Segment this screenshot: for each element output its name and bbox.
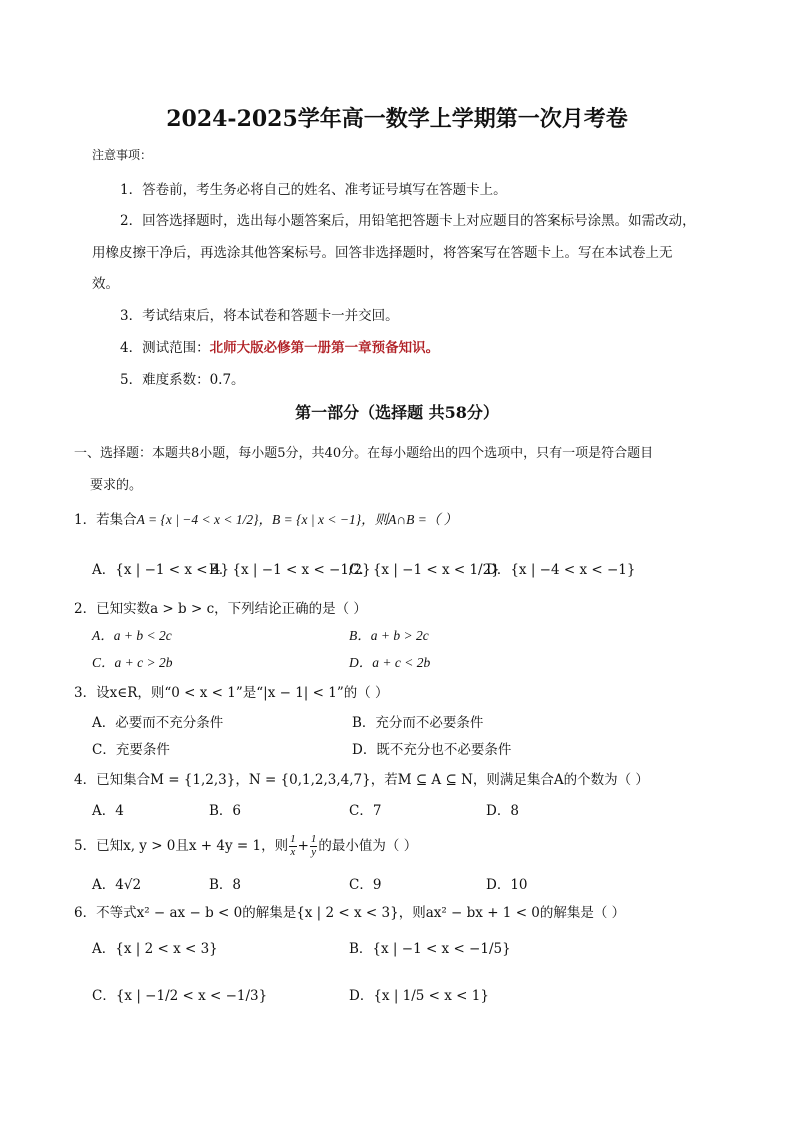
q4-option-a: A．4 xyxy=(92,803,124,819)
q3-option-d: D．既不充分也不必要条件 xyxy=(352,742,512,758)
q2-option-d: D．a + c < 2b xyxy=(349,655,431,670)
q6-option-a: A．{x | 2 < x < 3} xyxy=(92,941,218,957)
q4-option-d: D．8 xyxy=(486,803,519,819)
q1-option-c: C．{x | −1 < x < 1/2} xyxy=(349,562,500,578)
q3-stem: 3．设x∈R，则“0 < x < 1”是“|x − 1| < 1”的（ ） xyxy=(74,685,389,701)
q6-stem: 6．不等式x² − ax − b < 0的解集是{x | 2 < x < 3}，则ax² − bx + 1 < 0的解集是（ ） xyxy=(74,905,626,921)
q6-option-d: D．{x | 1/5 < x < 1} xyxy=(349,988,489,1004)
q1-option-b: B．{x | −1 < x < −1/2} xyxy=(209,562,371,578)
page-title: 2024-2025学年高一数学上学期第一次月考卷 xyxy=(166,106,628,132)
note-2-line-2: 用橡皮擦干净后，再选涂其他答案标号。回答非选择题时，将答案写在答题卡上。写在本试卷上无 xyxy=(92,245,673,261)
q4-option-b: B．6 xyxy=(209,803,242,819)
q1-stem-prefix: 1．若集合 xyxy=(74,512,137,528)
q6-option-c: C．{x | −1/2 < x < −1/3} xyxy=(92,988,268,1004)
q5-option-b: B．8 xyxy=(209,877,242,893)
section-title: 第一部分（选择题 共58分） xyxy=(295,403,499,422)
section-intro-line-1: 一、选择题：本题共8小题，每小题5分，共40分。在每小题给出的四个选项中，只有一项是符合题目 xyxy=(74,446,654,461)
note-4 xyxy=(120,336,439,356)
q5-stem-prefix: 5．已知x, y > 0且x + 4y = 1，则 xyxy=(74,838,289,854)
q1-set-b: ，B = {x | x < −1}，则A∩B =（ ） xyxy=(258,512,458,527)
q5-option-a: A．4√2 xyxy=(92,877,142,893)
note-2-line-1: 2．回答选择题时，选出每小题答案后，用铅笔把答题卡上对应题目的答案标号涂黑。如需改动， xyxy=(120,213,696,229)
q1-stem xyxy=(74,508,457,528)
q5-stem-suffix: 的最小值为（ ） xyxy=(318,838,418,854)
q2-option-a: A．a + b < 2c xyxy=(92,628,172,643)
q5-stem: 5．已知x, y > 0且x + 4y = 1，则 $\frac{1}{x}$ + $\frac{1}{y}$ 的最小值为（ ） xyxy=(74,833,418,858)
q5-option-d: D．10 xyxy=(486,877,528,893)
q1-option-d: D．{x | −4 < x < −1} xyxy=(486,562,636,578)
q2-option-c: C．a + c > 2b xyxy=(92,655,173,670)
q6-option-b: B．{x | −1 < x < −1/5} xyxy=(349,941,511,957)
notes-heading: 注意事项： xyxy=(92,148,153,162)
note-3: 3．考试结束后，将本试卷和答题卡一并交回。 xyxy=(120,308,399,324)
q3-option-b: B．充分而不必要条件 xyxy=(352,715,484,731)
note-1: 1．答卷前，考生务必将自己的姓名、准考证号填写在答题卡上。 xyxy=(120,182,507,198)
note-2-line-3: 效。 xyxy=(92,276,119,292)
note-5: 5．难度系数：0.7。 xyxy=(120,372,245,388)
note-4-prefix: 4．测试范围： xyxy=(120,340,210,356)
q4-option-c: C．7 xyxy=(349,803,382,819)
q1-set-a: A = {x | −4 < x < 1/2} xyxy=(136,512,259,527)
q2-stem: 2．已知实数a > b > c，下列结论正确的是（ ） xyxy=(74,601,367,617)
q3-option-c: C．充要条件 xyxy=(92,742,170,758)
note-4-scope: 北师大版必修第一册第一章预备知识。 xyxy=(209,340,440,356)
q5-fraction-one-over-y: $\frac{1}{y}$ xyxy=(310,833,317,858)
q3-option-a: A．必要而不充分条件 xyxy=(92,715,224,731)
q5-option-c: C．9 xyxy=(349,877,382,893)
q2-option-b: B．a + b > 2c xyxy=(349,628,429,643)
q4-stem: 4．已知集合M = {1,2,3}，N = {0,1,2,3,4,7}，若M ⊆ A ⊆ N，则满足集合A的个数为（ ） xyxy=(74,772,649,788)
q5-fraction-one-over-x: $\frac{1}{x}$ xyxy=(290,833,296,858)
section-intro-line-2: 要求的。 xyxy=(90,478,143,493)
q1-option-a: A．{x | −1 < x < 4} xyxy=(92,562,230,578)
